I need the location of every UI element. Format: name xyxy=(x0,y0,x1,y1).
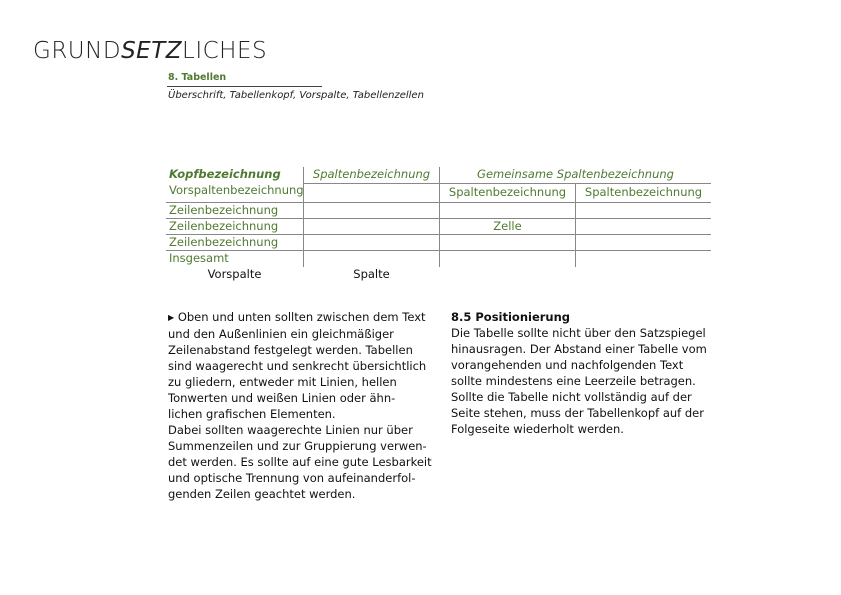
body-line: Tonwerten und weißen Linien oder ähn- xyxy=(168,391,396,405)
table-vline xyxy=(439,167,440,267)
left-body-text xyxy=(168,309,432,502)
section-rule xyxy=(167,86,322,87)
body-line xyxy=(168,309,432,326)
title-part-2: SETZ xyxy=(121,38,182,64)
body-line: sollte mindestens eine Leerzeile betragen. xyxy=(451,374,696,388)
sub-column-label: Spaltenbezeichnung xyxy=(584,185,703,199)
triangle-right-icon: ▶ xyxy=(168,313,175,322)
page-title xyxy=(33,38,267,64)
body-line: det werden. Es sollte auf eine gute Lesbarkeit xyxy=(168,455,432,469)
caption-stub: Vorspalte xyxy=(207,267,262,281)
body-line: sind waagerecht und senkrecht übersichtlich xyxy=(168,359,427,373)
subsection-heading: 8.5 Positionierung xyxy=(451,310,571,324)
title-part-3: LICHES xyxy=(182,38,268,64)
body-line: Die Tabelle sollte nicht über den Satzspiegel xyxy=(451,326,706,340)
table-hline xyxy=(303,183,711,184)
stub-head-label: Vorspaltenbezeichnung xyxy=(169,183,304,197)
table-hline xyxy=(166,250,711,251)
body-line: zu gliedern, entweder mit Linien, hellen xyxy=(168,375,397,389)
body-line: und optische Trennung von aufeinanderfol- xyxy=(168,471,416,485)
body-line: Folgeseite wiederholt werden. xyxy=(451,422,624,436)
body-line: lichen grafischen Elementen. xyxy=(168,407,336,421)
shared-column-label: Gemeinsame Spaltenbezeichnung xyxy=(477,167,674,181)
body-line: vorangehenden und nachfolgenden Text xyxy=(451,358,684,372)
body-line: Sollte die Tabelle nicht vollständig auf der xyxy=(451,390,692,404)
right-body-text xyxy=(451,309,707,437)
row-label: Zeilenbezeichnung xyxy=(169,203,279,217)
table-vline xyxy=(303,167,304,267)
body-line: Dabei sollten waagerechte Linien nur über xyxy=(168,423,413,437)
body-line: Summenzeilen und zur Gruppierung verwen- xyxy=(168,439,427,453)
head-label: Kopfbezeichnung xyxy=(169,167,281,181)
sub-column-label: Spaltenbezeichnung xyxy=(448,185,567,199)
section-subtitle: Überschrift, Tabellenkopf, Vorspalte, Tabellenzellen xyxy=(168,90,424,101)
title-part-1: GRUND xyxy=(33,38,122,64)
row-label: Zeilenbezeichnung xyxy=(169,235,279,249)
body-line: und den Außenlinien ein gleichmäßiger xyxy=(168,327,394,341)
body-line-text: Oben und unten sollten zwischen dem Text xyxy=(177,310,426,324)
row-label: Zeilenbezeichnung xyxy=(169,219,279,233)
cell-label: Zelle xyxy=(493,219,522,233)
column-label: Spaltenbezeichnung xyxy=(312,167,431,181)
body-line: genden Zeilen geachtet werden. xyxy=(168,487,356,501)
row-total-label: Insgesamt xyxy=(169,251,229,265)
caption-column: Spalte xyxy=(353,267,390,281)
body-line: Seite stehen, muss der Tabellenkopf auf der xyxy=(451,406,704,420)
section-label: 8. Tabellen xyxy=(168,72,227,83)
body-line: hinausragen. Der Abstand einer Tabelle vom xyxy=(451,342,707,356)
body-line: Zeilenabstand festgelegt werden. Tabellen xyxy=(168,343,413,357)
